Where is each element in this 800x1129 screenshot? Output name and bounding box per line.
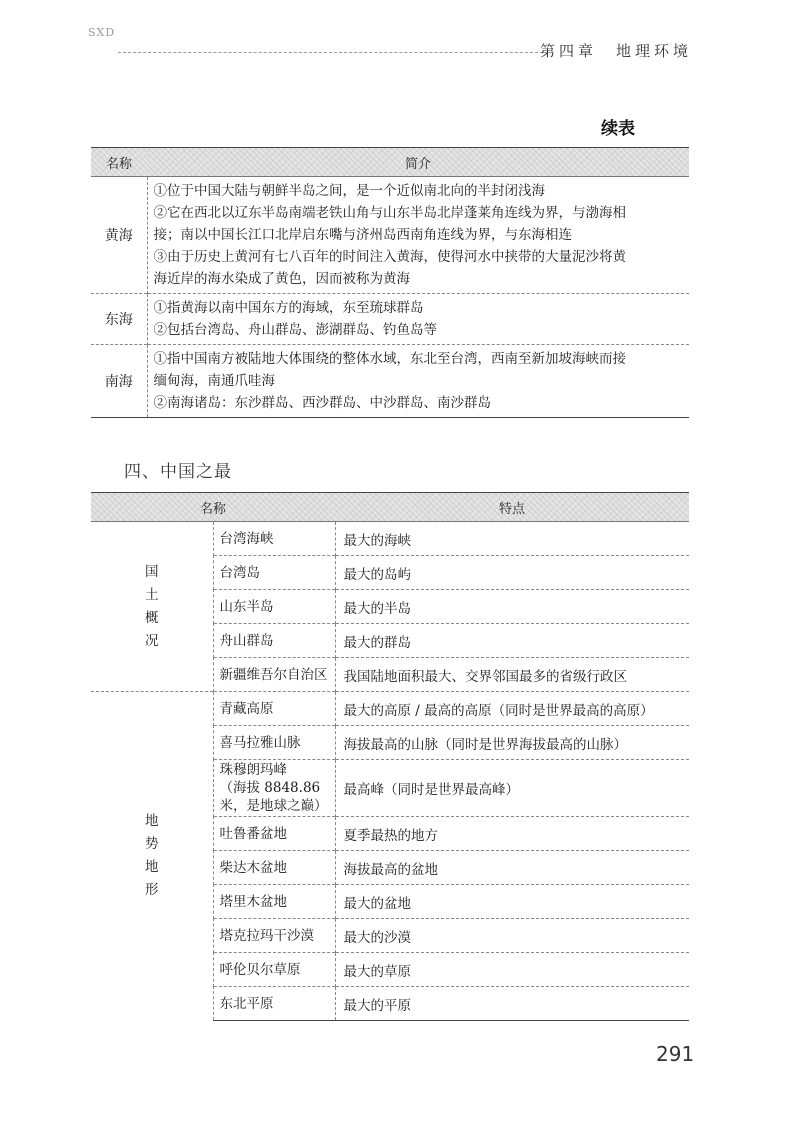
item-feature: 最大的盆地 [335, 885, 689, 919]
item-feature: 最大的半岛 [335, 590, 689, 624]
category-char: 概 [145, 609, 159, 626]
item-name: 青藏高原 [213, 692, 335, 726]
sea-name: 东海 [91, 294, 147, 345]
item-name: 塔里木盆地 [213, 885, 335, 919]
table-row [91, 294, 689, 345]
corner-mark: SXD [88, 26, 116, 39]
item-name: 吐鲁番盆地 [213, 817, 335, 851]
item-feature: 最大的平原 [335, 987, 689, 1021]
item-name: 呼伦贝尔草原 [213, 953, 335, 987]
category-territory [91, 522, 213, 692]
table-row [91, 522, 689, 556]
seas-table [91, 147, 689, 418]
category-char: 地 [145, 813, 159, 830]
item-name: 新疆维吾尔自治区 [213, 658, 335, 692]
description-line: 接；南以中国长江口北岸启东嘴与济州岛西南角连线为界，与东海相连 [153, 227, 572, 243]
item-name [213, 760, 335, 817]
description-line: ②包括台湾岛、舟山群岛、澎湖群岛、钓鱼岛等 [153, 322, 437, 338]
sea-name: 南海 [91, 345, 147, 418]
table-row [91, 692, 689, 726]
item-name: 台湾岛 [213, 556, 335, 590]
item-feature: 最大的高原 / 最高的高原（同时是世界最高的高原） [335, 692, 689, 726]
item-feature: 海拔最高的山脉（同时是世界海拔最高的山脉） [335, 726, 689, 760]
description-line: 缅甸海，南通爪哇海 [153, 373, 275, 389]
page-number: 291 [656, 1042, 695, 1066]
item-name: 舟山群岛 [213, 624, 335, 658]
category-char: 势 [145, 836, 159, 853]
header-feature: 特点 [335, 493, 689, 522]
item-name: 山东半岛 [213, 590, 335, 624]
item-name: 柴达木盆地 [213, 851, 335, 885]
china-superlatives-table [91, 492, 689, 1021]
description-line: ①指中国南方被陆地大体围绕的整体水域，东北至台湾，西南至新加坡海峡而接 [153, 351, 626, 367]
description-line: ②它在西北以辽东半岛南端老铁山角与山东半岛北岸蓬莱角连线为界，与渤海相 [153, 205, 626, 221]
description-line: ②南海诸岛：东沙群岛、西沙群岛、中沙群岛、南沙群岛 [153, 395, 491, 411]
sea-description [147, 345, 689, 418]
category-char: 国 [145, 563, 159, 580]
description-line: ③由于历史上黄河有七八百年的时间注入黄海，使得河水中挟带的大量泥沙将黄 [153, 249, 626, 265]
description-line: 海近岸的海水染成了黄色，因而被称为黄海 [153, 271, 410, 287]
sea-name: 黄海 [91, 177, 147, 294]
table-row [91, 345, 689, 418]
item-feature: 最大的海峡 [335, 522, 689, 556]
seas-table-header [91, 148, 689, 177]
category-terrain [91, 692, 213, 1021]
superlatives-table-header [91, 493, 689, 522]
item-name: 喜马拉雅山脉 [213, 726, 335, 760]
table-row [91, 177, 689, 294]
item-feature: 最大的岛屿 [335, 556, 689, 590]
category-char: 土 [145, 586, 159, 603]
item-feature: 海拔最高的盆地 [335, 851, 689, 885]
item-name: 东北平原 [213, 987, 335, 1021]
description-line: ①位于中国大陆与朝鲜半岛之间，是一个近似南北向的半封闭浅海 [153, 183, 545, 199]
item-feature: 最高峰（同时是世界最高峰） [335, 760, 689, 817]
item-feature: 最大的沙漠 [335, 919, 689, 953]
header-name: 名称 [91, 148, 147, 177]
description-line: ①指黄海以南中国东方的海域，东至琉球群岛 [153, 300, 424, 316]
header-intro: 简介 [147, 148, 689, 177]
item-name-note: （海拔 8848.86 米，是地球之巅） [219, 780, 328, 814]
header-name: 名称 [91, 493, 335, 522]
category-char: 况 [145, 632, 159, 649]
continued-label: 续表 [601, 119, 635, 139]
sea-description [147, 294, 689, 345]
item-name-line: 珠穆朗玛峰 [219, 762, 287, 778]
running-head: 第四章 地理环境 [539, 42, 692, 60]
item-name: 台湾海峡 [213, 522, 335, 556]
sea-description [147, 177, 689, 294]
header-rule [118, 52, 543, 53]
item-feature: 夏季最热的地方 [335, 817, 689, 851]
item-feature: 我国陆地面积最大、交界邻国最多的省级行政区 [335, 658, 689, 692]
item-feature: 最大的草原 [335, 953, 689, 987]
category-char: 地 [145, 859, 159, 876]
item-name: 塔克拉玛干沙漠 [213, 919, 335, 953]
category-char: 形 [145, 882, 159, 899]
section-title: 四、中国之最 [124, 462, 232, 482]
item-feature: 最大的群岛 [335, 624, 689, 658]
